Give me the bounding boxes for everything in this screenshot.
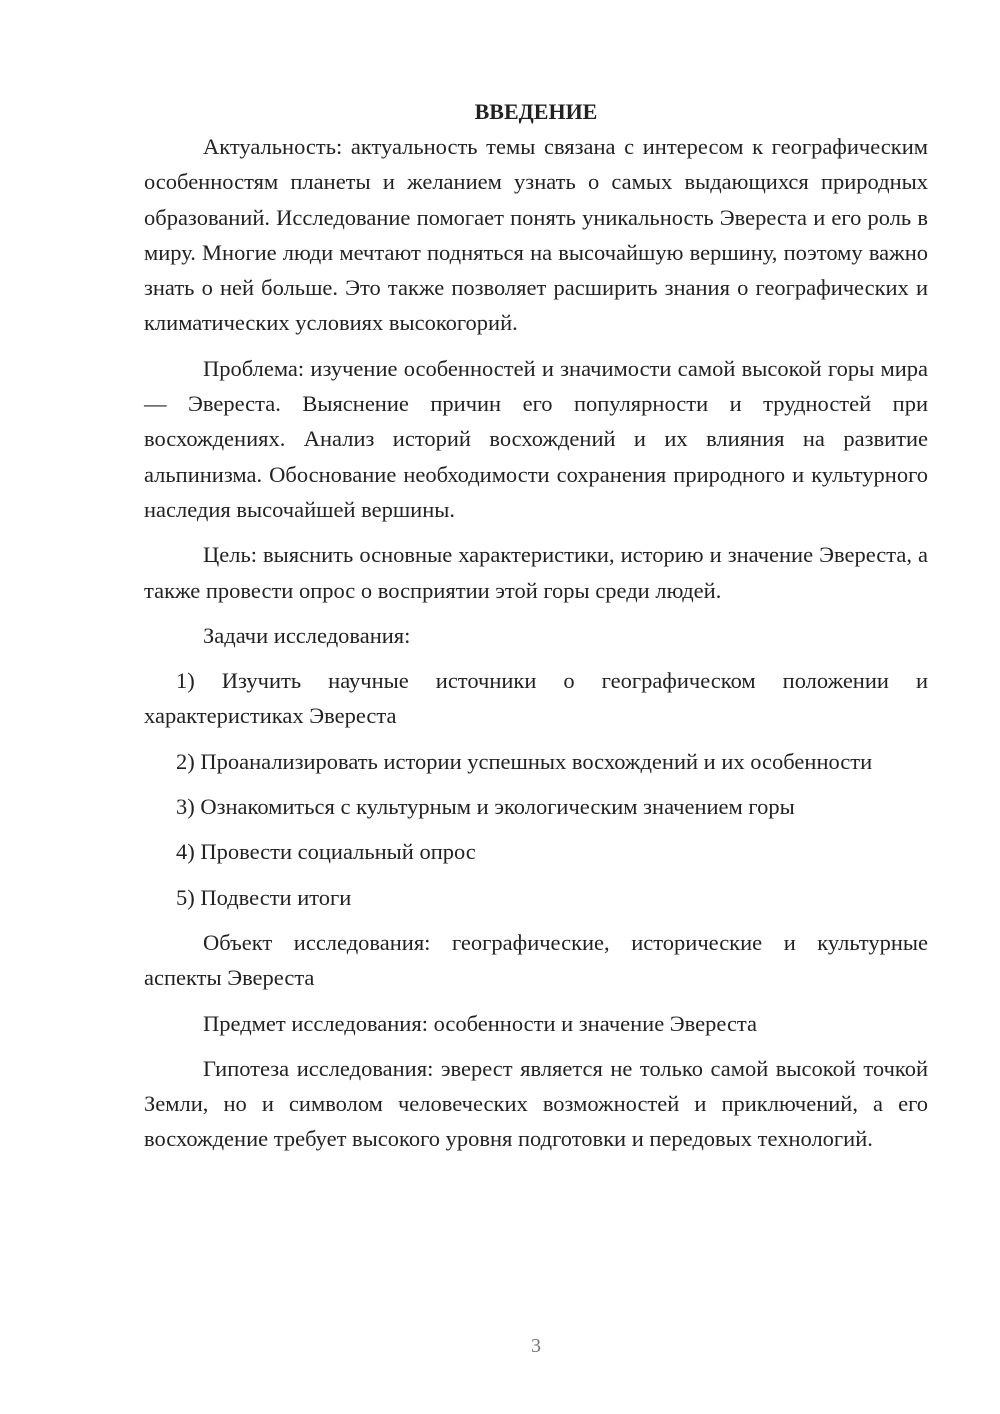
actuality-paragraph: Актуальность: актуальность темы связана с интересом к географическим особенностям планеты и желанием узнать о самых выдающихся природных образований. Исследование помогает понять уникальность Эвереста и его роль в миру. Многие люди мечтают подняться на высочайшую вершину, поэтому важно знать о ней больше. Это также позволяет расширить знания о географических и климатических условиях высокогорий. — [144, 134, 928, 336]
list-item: 4) Провести социальный опрос — [176, 839, 476, 865]
page-content — [144, 94, 928, 1167]
problem-paragraph: Проблема: изучение особенностей и значимости самой высокой горы мира — Эвереста. Выяснение причин его популярности и трудностей при восхождениях. Анализ историй восхождений и их влияния на развитие альпинизма. Обоснование необходимости сохранения природного и культурного наследия высочайшей вершины. — [144, 355, 928, 522]
tasks-list — [144, 663, 928, 915]
goal-paragraph: Цель: выяснить основные характеристики, историю и значение Эвереста, а также провести опрос о восприятии этой горы среди людей. — [144, 542, 928, 603]
list-item: 3) Ознакомиться с культурным и экологическим значением горы — [176, 794, 795, 820]
tasks-heading: Задачи исследования: — [203, 622, 411, 648]
list-item: 2) Проанализировать истории успешных восхождений и их особенности — [176, 748, 873, 774]
subject-paragraph: Предмет исследования: особенности и значение Эвереста — [203, 1010, 758, 1036]
object-paragraph: Объект исследования: географические, исторические и культурные аспекты Эвереста — [144, 929, 928, 991]
hypothesis-paragraph: Гипотеза исследования: эверест является не только самой высокой точкой Земли, но и символом человеческих возможностей и приключений, а его восхождение требует высокого уровня подготовки и передовых технологий. — [144, 1055, 928, 1152]
list-item: 1) Изучить научные источники о географическом положении и характеристиках Эвереста — [144, 668, 928, 729]
list-item: 5) Подвести итоги — [176, 884, 352, 910]
page-number: 3 — [531, 1335, 541, 1357]
page-title: ВВЕДЕНИЕ — [474, 99, 598, 124]
